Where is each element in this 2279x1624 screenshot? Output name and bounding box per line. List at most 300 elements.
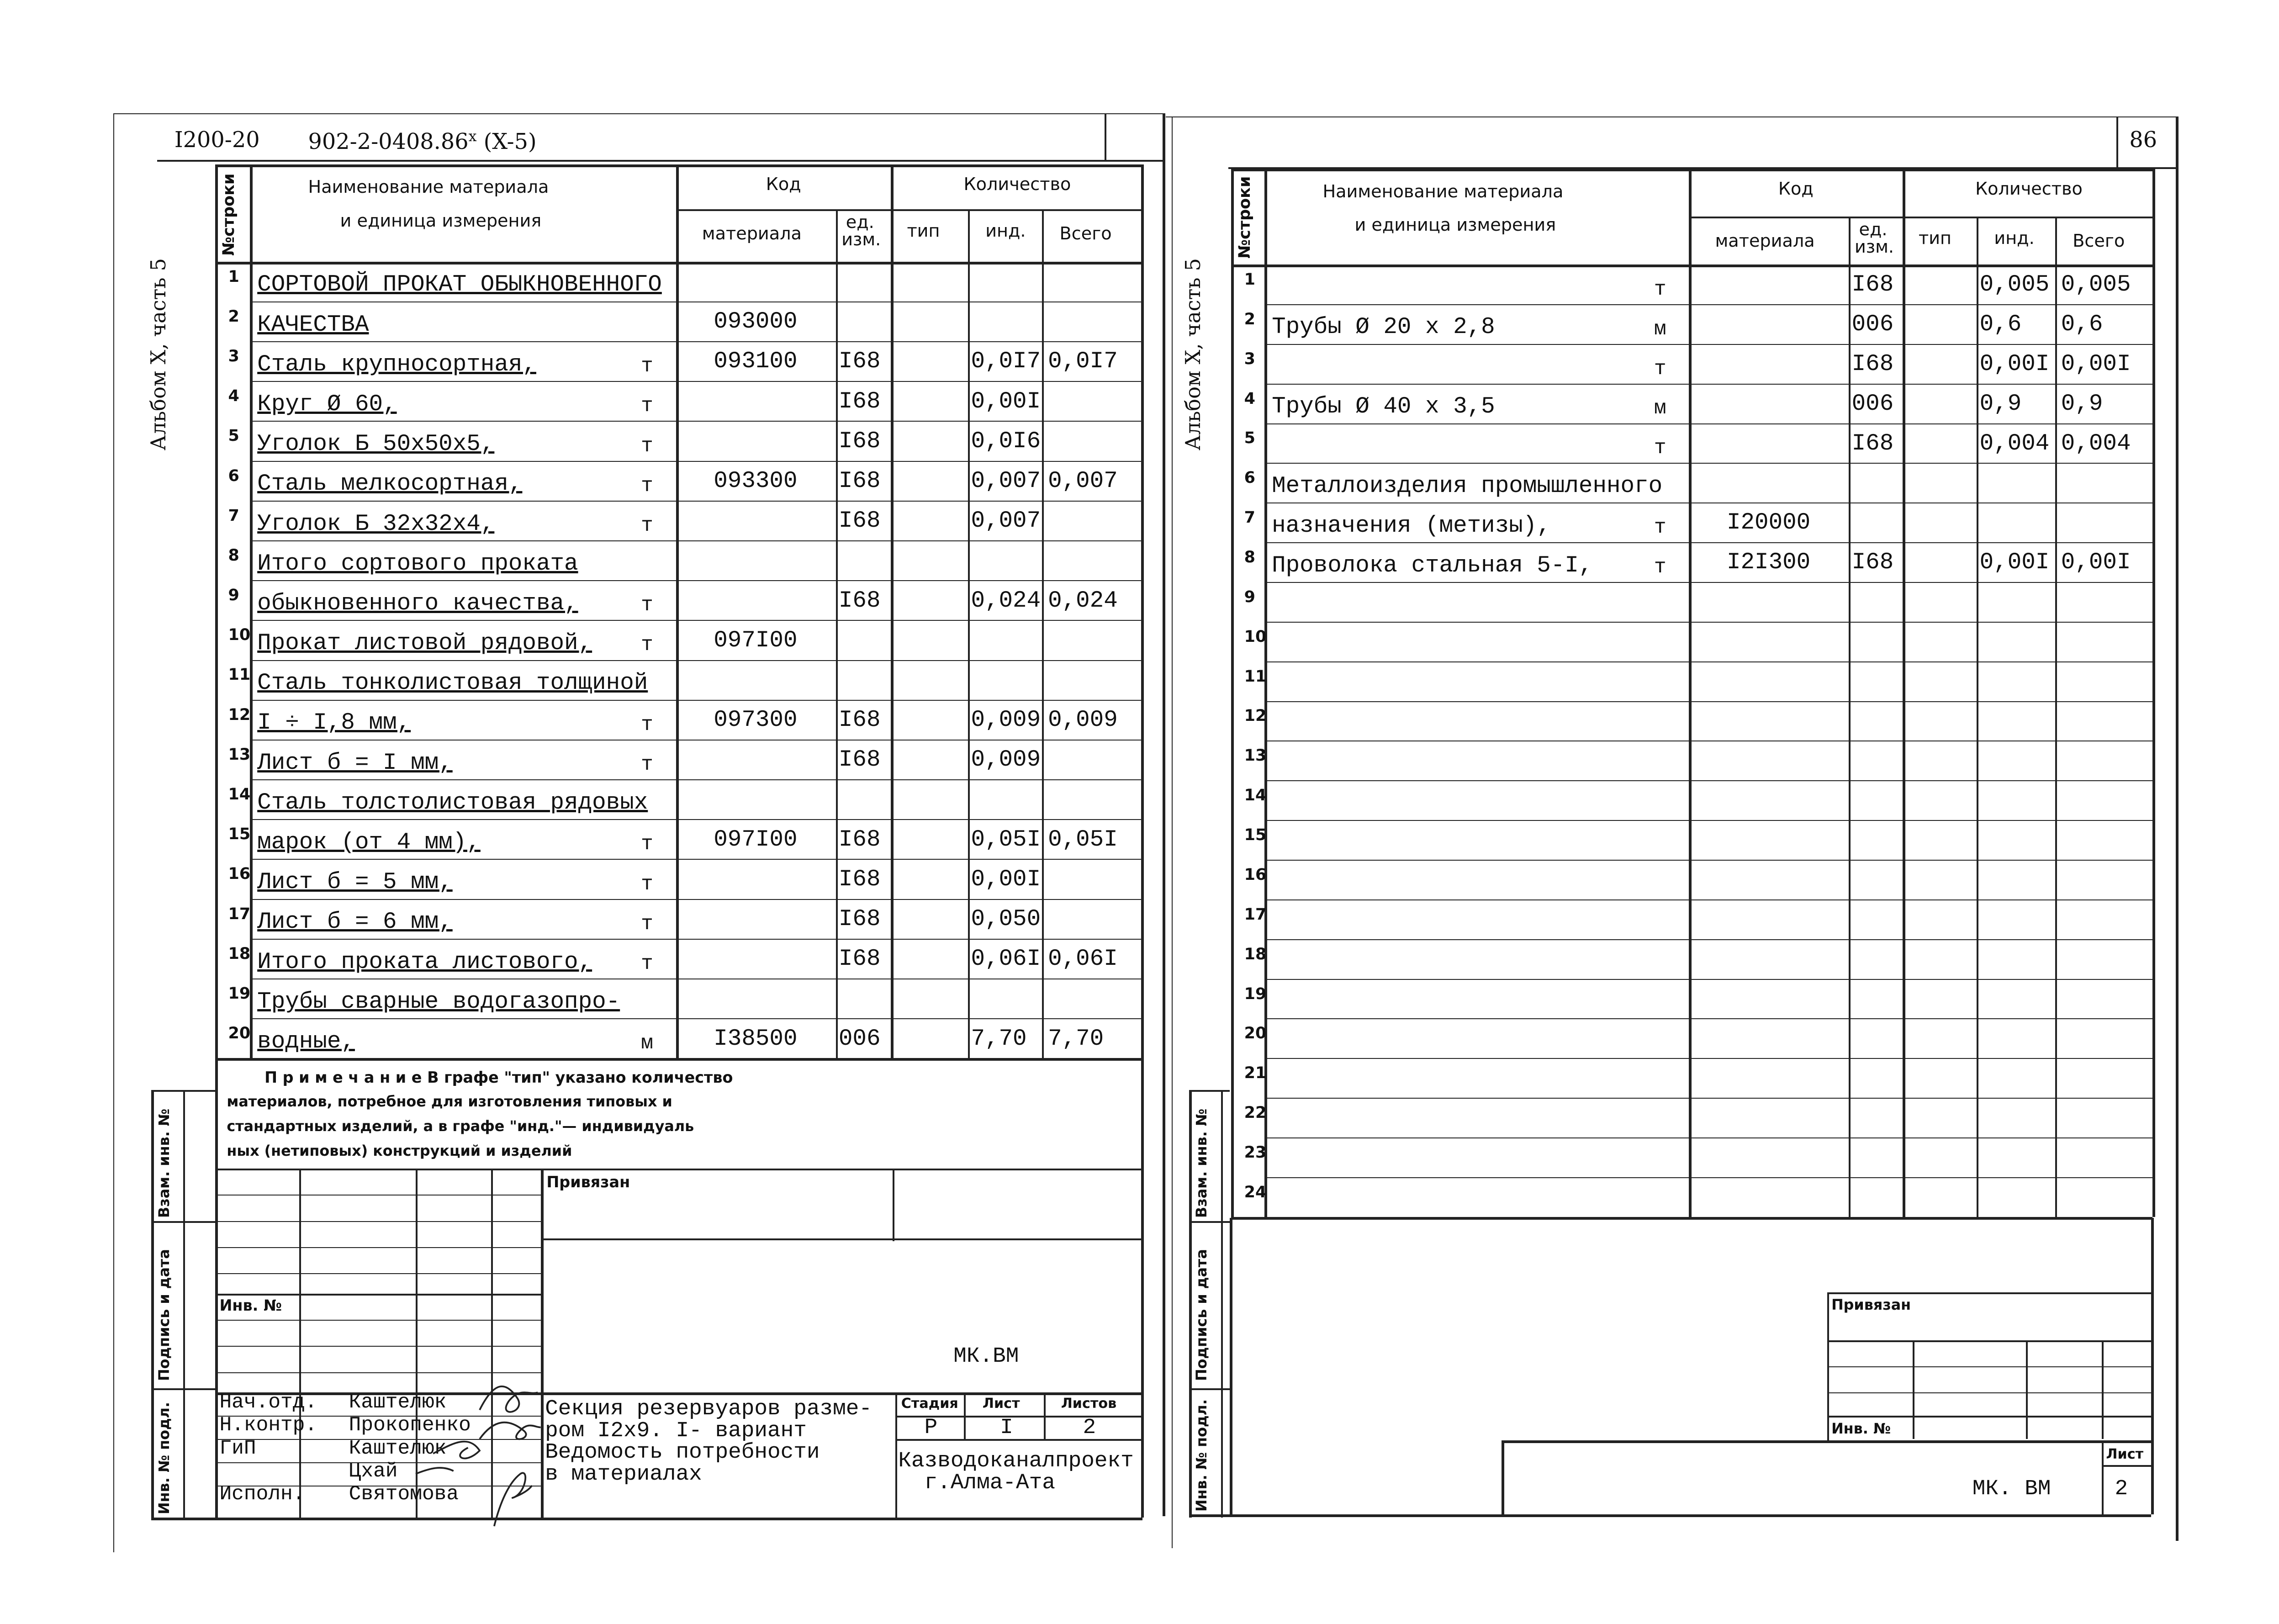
signature-stroke <box>480 1423 541 1439</box>
left-row-line <box>250 700 1141 701</box>
right-stamp-podpis-data: Подпись и дата <box>1193 1248 1211 1381</box>
right-row-ind: 0,00I <box>1979 351 2050 377</box>
left-row-unit-code: I68 <box>838 826 881 853</box>
left-row-number: 7 <box>228 506 239 525</box>
left-row-total: 0,06I <box>1048 946 1118 973</box>
right-row-number: 7 <box>1244 508 1255 527</box>
left-stamp-stage-left <box>895 1392 897 1518</box>
right-row-number: 11 <box>1244 667 1267 686</box>
left-row-ind: 0,05I <box>971 826 1041 853</box>
left-row-name: Итого проката листового, <box>257 949 592 975</box>
right-row-code: I20000 <box>1726 510 1811 536</box>
right-hdr-code: Код <box>1778 179 1814 199</box>
left-stamp-bottom <box>215 1518 1142 1520</box>
right-row-unit-mark: т <box>1654 278 1666 301</box>
left-row-number: 15 <box>228 825 251 844</box>
left-stamp-divider <box>541 1169 544 1518</box>
right-col-type <box>1977 217 1978 1217</box>
right-stamp-sheet-header: Лист <box>2106 1446 2144 1463</box>
right-row-line <box>1264 860 2152 861</box>
left-row-name: Уголок Б 50x50x5, <box>257 431 495 458</box>
right-row-number: 22 <box>1244 1104 1267 1122</box>
left-stamp-priv-col <box>893 1169 894 1241</box>
left-hdr-name-2: и единица измерения <box>340 211 542 231</box>
left-header-mid <box>676 209 1141 211</box>
left-row-total: 7,70 <box>1048 1026 1104 1052</box>
right-row-number: 12 <box>1244 707 1267 725</box>
right-row-total: 0,005 <box>2061 272 2131 298</box>
left-row-ind: 0,00I <box>971 388 1041 415</box>
left-row-line <box>250 939 1141 940</box>
left-title-strip-bottom <box>157 160 1163 162</box>
left-row-number: 20 <box>228 1024 251 1043</box>
left-row-unit-code: I68 <box>838 428 881 455</box>
left-row-unit-code: I68 <box>838 349 881 375</box>
right-col-code <box>1849 217 1851 1217</box>
left-row-number: 5 <box>228 427 239 445</box>
left-row-name: Прокат листовой рядовой, <box>257 630 592 657</box>
right-row-number: 8 <box>1244 548 1255 567</box>
left-row-ind: 0,06I <box>971 946 1041 973</box>
left-row-number: 2 <box>228 307 239 326</box>
left-row-name: Сталь толстолистовая рядовых <box>257 789 648 816</box>
right-row-line <box>1264 979 2152 980</box>
right-row-line <box>1264 1177 2152 1178</box>
right-row-unit-mark: т <box>1654 437 1666 460</box>
right-table-bottom <box>1231 1217 2152 1220</box>
right-stamp-bottom <box>1189 1514 2151 1517</box>
left-row-number: 10 <box>228 626 251 645</box>
left-stamp-role-name: Святомова <box>349 1483 459 1506</box>
left-stamp-org-line: Казводоканалпроект <box>898 1449 1134 1474</box>
left-stamp-stage-d <box>1044 1416 1046 1439</box>
right-stamp-row <box>1827 1366 2153 1367</box>
left-stamp-role-name: Каштелюк <box>349 1391 447 1414</box>
left-row-name: Лист б = 6 мм, <box>257 909 453 936</box>
left-row-number: 13 <box>228 745 251 764</box>
left-row-name: Сталь тонколистовая толщиной <box>257 670 648 697</box>
left-row-number: 17 <box>228 905 251 923</box>
left-row-name: водные, <box>257 1028 355 1055</box>
left-stamp-stage-header: Стадия <box>901 1395 958 1412</box>
right-row-total: 0,9 <box>2061 391 2103 417</box>
right-row-unit-code: I68 <box>1851 550 1894 576</box>
right-row-line <box>1264 939 2152 940</box>
left-row-unit-code: I68 <box>838 906 881 932</box>
left-row-code: 093000 <box>714 309 798 335</box>
left-row-line <box>250 819 1141 820</box>
left-row-ind: 0,009 <box>971 707 1041 734</box>
right-stamp-priv-bottom <box>1827 1340 2153 1342</box>
left-row-name: СОРТОВОЙ ПРОКАТ ОБЫКНОВЕННОГО <box>257 272 662 298</box>
right-row-number: 19 <box>1244 984 1267 1003</box>
right-row-code: I2I300 <box>1726 550 1811 576</box>
right-row-line <box>1264 542 2152 543</box>
left-stamp-priv-bottom <box>541 1238 1142 1240</box>
note-line-4: ных (нетиповых) конструкций и изделий <box>227 1142 572 1160</box>
right-stamp-sheet-left <box>2102 1440 2104 1514</box>
right-stamp-sheet: 2 <box>2115 1476 2128 1501</box>
left-row-line <box>250 421 1141 422</box>
left-hdr-unit-2: изм. <box>841 229 881 250</box>
left-row-line <box>250 580 1141 581</box>
right-row-number: 23 <box>1244 1143 1267 1162</box>
left-stamp-stage-b <box>1044 1392 1046 1418</box>
left-side-stamp-inner <box>183 1090 185 1517</box>
left-stamp-privyazan: Привязан <box>546 1173 630 1191</box>
right-row-line <box>1264 661 2152 662</box>
left-row-line <box>250 740 1141 741</box>
left-stamp-sheets-header: Листов <box>1061 1395 1117 1412</box>
right-row-number: 21 <box>1244 1064 1267 1083</box>
left-stamp-top <box>215 1169 1142 1170</box>
right-row-number: 3 <box>1244 349 1255 368</box>
left-hdr-type: тип <box>907 221 940 241</box>
left-row-unit-code: I68 <box>838 468 881 494</box>
left-hdr-unit-1: ед. <box>846 212 874 233</box>
left-title-strip-divider <box>1105 113 1106 160</box>
left-row-ind: 0,007 <box>971 468 1041 494</box>
left-row-unit-code: 006 <box>838 1026 881 1052</box>
left-row-line <box>250 341 1141 342</box>
left-hdr-code: Код <box>766 174 801 195</box>
right-row-line <box>1264 423 2152 424</box>
right-row-unit-mark: т <box>1654 516 1666 540</box>
left-stamp-vzam-inv: Взам. инв. № <box>155 1109 173 1218</box>
left-row-number: 9 <box>228 586 239 605</box>
left-row-line <box>250 540 1141 541</box>
right-stamp-privyazan: Привязан <box>1831 1296 1911 1314</box>
left-stamp-role: ГиП <box>219 1437 256 1460</box>
right-row-number: 16 <box>1244 865 1267 884</box>
right-side-stamp-top <box>1189 1090 1230 1092</box>
right-row-line <box>1264 1098 2152 1099</box>
left-row-unit-mark: т <box>641 434 653 458</box>
right-hdr-name-1: Наименование материала <box>1322 181 1564 202</box>
signature-stroke <box>416 1468 454 1474</box>
right-stamp-priv-top <box>1827 1292 2153 1294</box>
note-line-2: материалов, потребное для изготовления типовых и <box>227 1092 672 1110</box>
right-row-number: 5 <box>1244 429 1255 448</box>
project-number: 902-2-0408.86$^x$ (X-5) <box>308 127 537 155</box>
right-header-mid <box>1689 217 2152 218</box>
left-stamp-title-line: Секция резервуаров разме- <box>545 1396 872 1421</box>
left-top-border <box>113 113 1163 114</box>
right-row-number: 17 <box>1244 905 1267 924</box>
left-row-name: Уголок Б 32x32x4, <box>257 511 495 537</box>
left-stamp-stage-a <box>964 1392 966 1418</box>
left-row-line <box>250 859 1141 860</box>
left-row-code: 093300 <box>714 468 798 494</box>
left-row-number: 11 <box>228 666 251 684</box>
right-hdr-name-2: и единица измерения <box>1354 215 1556 236</box>
left-stamp-row <box>215 1273 541 1274</box>
left-row-line <box>250 779 1141 780</box>
right-header-bottom <box>1231 264 2152 267</box>
left-row-ind: 0,007 <box>971 508 1041 534</box>
right-row-line <box>1264 780 2152 781</box>
left-row-unit-mark: т <box>641 474 653 497</box>
left-stamp-row <box>215 1320 541 1321</box>
right-row-unit-code: 006 <box>1851 391 1894 417</box>
left-row-unit-mark: т <box>641 355 653 378</box>
right-row-ind: 0,005 <box>1979 272 2050 298</box>
right-row-line <box>1264 1018 2152 1019</box>
right-side-stamp-div2 <box>1189 1388 1230 1390</box>
right-row-line <box>1264 384 2152 385</box>
left-col-name <box>676 164 679 1058</box>
left-row-number: 16 <box>228 865 251 883</box>
side-label-left: Альбом X, часть 5 <box>146 258 170 451</box>
right-row-unit-mark: м <box>1654 317 1666 341</box>
right-right-border <box>2176 116 2179 1541</box>
right-table-top <box>1231 169 2152 171</box>
left-stamp-stage-c <box>964 1416 966 1439</box>
right-row-line <box>1264 899 2152 900</box>
right-row-line <box>1264 344 2152 345</box>
left-stamp-row <box>215 1372 541 1373</box>
left-stamp-row <box>215 1346 541 1347</box>
right-stamp-main-left <box>1502 1440 1504 1514</box>
left-hdr-quantity: Количество <box>963 174 1071 195</box>
left-stamp-row <box>215 1221 541 1222</box>
left-stamp-sheets: 2 <box>1083 1415 1096 1440</box>
left-row-number: 12 <box>228 705 251 724</box>
left-row-ind: 0,0I7 <box>971 349 1041 375</box>
left-stamp-sheet-header: Лист <box>982 1395 1020 1412</box>
left-stamp-role: Исполн. <box>219 1483 305 1506</box>
left-row-name: I ÷ I,8 мм, <box>257 710 411 736</box>
left-row-unit-code: I68 <box>838 747 881 773</box>
left-col-unit <box>891 164 894 1058</box>
left-stamp-right <box>1141 1058 1144 1517</box>
right-row-unit-mark: м <box>1654 397 1666 420</box>
right-row-number: 20 <box>1244 1024 1267 1043</box>
left-row-name: Сталь крупносортная, <box>257 351 536 378</box>
right-top-border <box>1166 116 2178 117</box>
left-row-number: 8 <box>228 546 239 565</box>
right-col-unit <box>1903 169 1905 1217</box>
left-row-line <box>250 1018 1141 1019</box>
right-outer-edge <box>1172 116 1173 1548</box>
left-row-name: Трубы сварные водогазопро- <box>257 989 620 1015</box>
left-side-stamp-edge <box>151 1090 154 1517</box>
right-row-number: 4 <box>1244 389 1255 408</box>
left-row-unit-mark: т <box>641 514 653 537</box>
left-row-ind: 0,009 <box>971 747 1041 773</box>
left-row-name: КАЧЕСТВА <box>257 312 369 338</box>
right-stamp-col-c <box>2102 1340 2104 1439</box>
left-row-code: I38500 <box>714 1026 798 1052</box>
left-stamp-role: Н.контр. <box>219 1414 317 1437</box>
left-outer-edge <box>113 113 114 1552</box>
left-row-unit-mark: т <box>641 833 653 856</box>
left-hdr-ind: инд. <box>985 221 1026 241</box>
left-row-line <box>250 381 1141 382</box>
left-row-unit-code: I68 <box>838 866 881 893</box>
right-hdr-rowno: №строки <box>1235 176 1254 259</box>
left-row-unit-mark: т <box>641 395 653 418</box>
left-side-stamp-div2 <box>151 1388 215 1390</box>
left-row-total: 0,007 <box>1048 468 1118 494</box>
right-row-total: 0,00I <box>2061 351 2131 377</box>
right-row-line <box>1264 1137 2152 1138</box>
left-row-total: 0,0I7 <box>1048 349 1118 375</box>
note-line-1: П р и м е ч а н и е В графе "тип" указано количество <box>264 1068 733 1086</box>
note-line-3: стандартных изделий, а в графе "инд."— индивидуаль <box>227 1117 694 1135</box>
right-row-name: Проволока стальная 5-I, <box>1272 552 1593 579</box>
left-stamp-sheet: I <box>1000 1415 1013 1440</box>
left-col-code <box>836 209 838 1058</box>
right-stamp-col-a <box>1913 1340 1914 1439</box>
right-hdr-code-material: материала <box>1715 231 1815 252</box>
right-row-number: 15 <box>1244 826 1267 845</box>
right-stamp-sheet-mid <box>2102 1465 2151 1467</box>
right-hdr-type: тип <box>1918 228 1951 249</box>
right-col-ind <box>2055 217 2057 1217</box>
right-stamp-sheet-code: МК. ВМ <box>1972 1476 2051 1501</box>
left-stamp-inv-podl: Инв. № подл. <box>155 1402 173 1515</box>
left-code: I200-20 <box>174 127 260 153</box>
right-row-ind: 0,9 <box>1979 391 2022 417</box>
left-stamp-stage: Р <box>924 1415 938 1440</box>
left-stamp-inv-no: Инв. № <box>219 1296 282 1315</box>
right-row-line <box>1264 820 2152 821</box>
left-row-line <box>250 660 1141 661</box>
left-row-unit-mark: т <box>641 594 653 617</box>
left-stamp-role: Нач.отд. <box>219 1391 317 1414</box>
right-stamp-left <box>1230 1218 1232 1514</box>
right-row-line <box>1264 701 2152 702</box>
right-row-number: 6 <box>1244 469 1255 487</box>
right-hdr-ind: инд. <box>1994 228 2035 249</box>
right-row-number: 18 <box>1244 945 1267 963</box>
left-row-name: Итого сортового проката <box>257 550 578 577</box>
left-stamp-left <box>215 1058 218 1517</box>
left-stamp-org-line: г.Алма-Ата <box>924 1471 1055 1496</box>
right-stamp-vzam-inv: Взам. инв. № <box>1193 1109 1211 1218</box>
left-row-unit-mark: т <box>641 634 653 657</box>
left-hdr-name-1: Наименование материала <box>308 177 549 198</box>
left-stamp-row <box>215 1247 541 1248</box>
left-side-stamp-top <box>151 1090 215 1092</box>
right-page-box <box>2116 116 2118 167</box>
left-row-number: 1 <box>228 267 239 286</box>
right-row-unit-mark: т <box>1654 555 1666 579</box>
right-row-total: 0,6 <box>2061 311 2103 338</box>
left-row-line <box>250 899 1141 900</box>
left-row-ind: 0,024 <box>971 587 1041 614</box>
right-side-stamp-div1 <box>1189 1221 1230 1223</box>
signature-stroke <box>480 1386 538 1412</box>
right-row-line <box>1264 463 2152 464</box>
left-row-unit-code: I68 <box>838 707 881 734</box>
right-row-number: 10 <box>1244 627 1267 646</box>
left-row-line <box>250 620 1141 621</box>
right-stamp-main-top <box>1502 1440 2152 1443</box>
right-col-left <box>1231 169 1234 1217</box>
left-stamp-podpis-data: Подпись и дата <box>155 1248 173 1381</box>
right-stamp-inv-no: Инв. № <box>1831 1419 1891 1437</box>
left-row-ind: 0,0I6 <box>971 428 1041 455</box>
left-row-ind: 0,050 <box>971 906 1041 932</box>
right-row-line <box>1264 622 2152 623</box>
right-row-name: Трубы Ø 40 x 3,5 <box>1272 394 1495 420</box>
left-row-total: 0,009 <box>1048 707 1118 734</box>
left-row-code: 093100 <box>714 349 798 375</box>
left-row-total: 0,024 <box>1048 587 1118 614</box>
left-row-number: 18 <box>228 944 251 963</box>
left-hdr-rowno: №строки <box>219 173 238 256</box>
right-side-stamp-inner <box>1221 1090 1223 1517</box>
page-number: 86 <box>2129 127 2157 153</box>
right-row-total: 0,00I <box>2061 550 2131 576</box>
right-stamp-col-b <box>2026 1340 2028 1439</box>
left-row-number: 14 <box>228 785 251 804</box>
side-label-right: Альбом X, часть 5 <box>1181 258 1205 451</box>
left-side-stamp-div1 <box>151 1221 215 1223</box>
left-hdr-total: Всего <box>1059 224 1112 244</box>
left-col-type <box>968 209 970 1058</box>
left-row-line <box>250 461 1141 462</box>
left-row-unit-mark: т <box>641 753 653 776</box>
left-col-left <box>215 164 218 1058</box>
left-row-unit-mark: т <box>641 713 653 736</box>
left-stamp-role-name: Каштелюк <box>349 1437 447 1460</box>
left-stamp-title-line: ром I2x9. I- вариант <box>545 1418 807 1443</box>
left-row-code: 097I00 <box>714 826 798 853</box>
right-row-number: 1 <box>1244 270 1255 289</box>
right-hdr-unit-2: изм. <box>1854 237 1894 257</box>
right-row-unit-code: I68 <box>1851 272 1894 298</box>
right-hdr-quantity: Количество <box>1975 179 2083 199</box>
right-row-ind: 0,00I <box>1979 550 2050 576</box>
right-row-name: Трубы Ø 20 x 2,8 <box>1272 314 1495 341</box>
right-row-total: 0,004 <box>2061 430 2131 457</box>
left-col-num <box>250 164 253 1058</box>
left-row-name: Сталь мелкосортная, <box>257 471 523 497</box>
right-col-right <box>2152 169 2155 1217</box>
left-row-number: 19 <box>228 984 251 1003</box>
right-side-stamp-edge <box>1189 1090 1192 1517</box>
left-row-line <box>250 501 1141 502</box>
right-row-unit-code: 006 <box>1851 311 1894 338</box>
right-row-number: 14 <box>1244 786 1267 805</box>
left-hdr-code-material: материала <box>702 224 802 244</box>
left-row-total: 0,05I <box>1048 826 1118 853</box>
left-stamp-sheet-code: МК.ВМ <box>953 1344 1019 1369</box>
left-row-unit-code: I68 <box>838 587 881 614</box>
left-row-ind: 0,00I <box>971 866 1041 893</box>
right-row-unit-mark: т <box>1654 357 1666 381</box>
left-row-unit-code: I68 <box>838 388 881 415</box>
left-stamp-inv-top <box>215 1294 541 1296</box>
left-row-code: 097300 <box>714 707 798 734</box>
right-row-unit-code: I68 <box>1851 430 1894 457</box>
right-stamp-inv-podl: Инв. № подл. <box>1193 1399 1211 1512</box>
right-row-name: Металлоизделия промышленного <box>1272 473 1663 499</box>
left-row-code: 097I00 <box>714 627 798 654</box>
right-hdr-total: Всего <box>2073 231 2125 252</box>
left-row-unit-mark: т <box>641 873 653 896</box>
left-row-unit-mark: т <box>641 912 653 936</box>
right-row-ind: 0,6 <box>1979 311 2022 338</box>
left-row-name: Лист б = I мм, <box>257 750 453 776</box>
right-row-number: 24 <box>1244 1183 1267 1201</box>
left-stamp-title-line: в материалах <box>545 1462 702 1487</box>
left-row-name: Лист б = 5 мм, <box>257 869 453 896</box>
left-row-name: Круг Ø 60, <box>257 391 397 418</box>
